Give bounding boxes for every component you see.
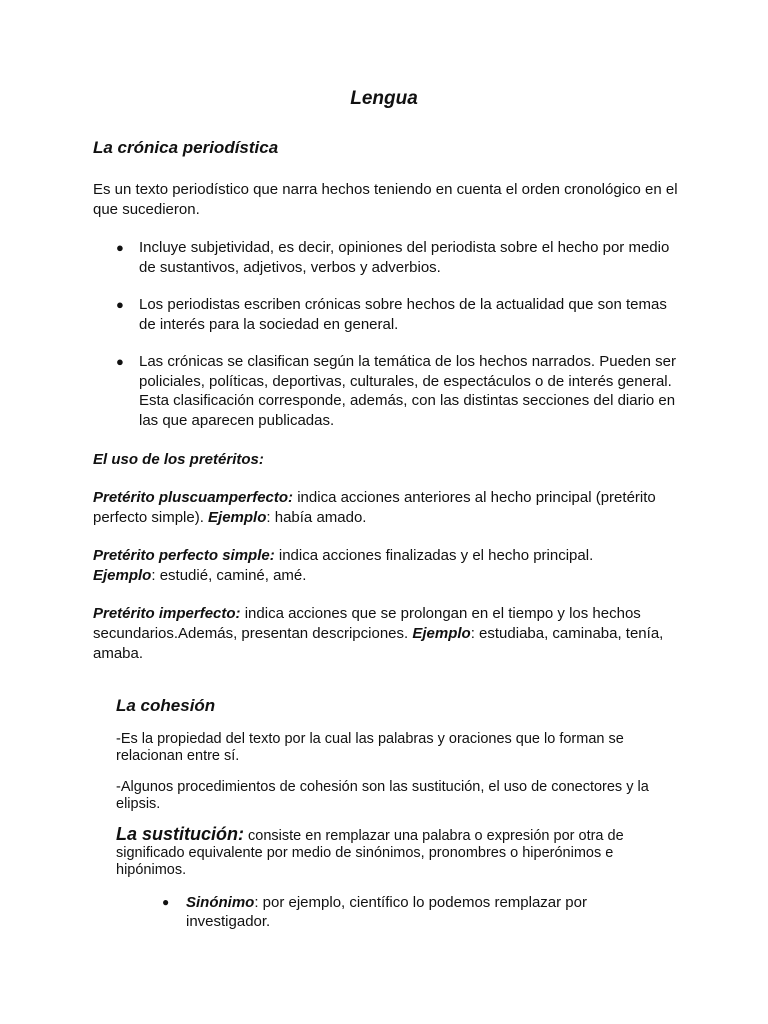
list-item-text: Las crónicas se clasifican según la temática de los hechos narrados. Pueden ser policiales, políticas, deportivas, culturales, de espectáculos o de interés general. Esta clasificación corresponde, además, con las distintas secciones del diario en las que aparecen publicadas.: [139, 353, 676, 429]
list-item-text: Los periodistas escriben crónicas sobre hechos de la actualidad que son temas de interés para la sociedad en general.: [139, 296, 667, 333]
term-definition: indica acciones que se prolongan en el tiempo y los hechos secundarios.Además, presentan descripciones.: [93, 605, 641, 642]
cronica-bullet-list: [116, 295, 676, 334]
term-definition: : por ejemplo, científico lo podemos remplazar por investigador.: [186, 894, 587, 930]
example-text: : estudiaba, caminaba, tenía, amaba.: [93, 625, 664, 662]
list-item: [116, 295, 676, 334]
example-text: : estudié, caminé, amé.: [151, 567, 307, 584]
list-item: [116, 238, 676, 277]
preterito-imperfecto: [93, 604, 683, 664]
bullet-icon: ●: [116, 240, 124, 255]
preteritos-heading: El uso de los pretéritos:: [93, 451, 264, 468]
sustitucion-heading: La sustitución:: [116, 824, 245, 844]
list-item: [116, 352, 676, 430]
bullet-icon: ●: [162, 895, 170, 909]
page-title: Lengua: [350, 88, 418, 109]
term-label: Sinónimo: [186, 894, 255, 911]
term-label: Pretérito pluscuamperfecto:: [93, 489, 294, 506]
example-label: Ejemplo: [412, 625, 471, 642]
term-definition: indica acciones anteriores al hecho principal (pretérito perfecto simple).: [93, 489, 656, 526]
list-item: [162, 893, 642, 931]
list-item-text: Incluye subjetividad, es decir, opiniones del periodista sobre el hecho por medio de sustantivos, adjetivos, verbos y adverbios.: [139, 239, 670, 276]
preterito-perfecto-simple: [93, 546, 693, 586]
sustitucion-bullet-list: [162, 893, 642, 931]
cohesion-paragraph-2: -Algunos procedimientos de cohesión son las sustitución, el uso de conectores y la elipsis.: [116, 779, 649, 812]
preterito-pluscuamperfecto: [93, 488, 693, 528]
example-label: Ejemplo: [208, 509, 267, 526]
sustitucion-paragraph: [116, 826, 686, 879]
term-definition: indica acciones finalizadas y el hecho principal.: [274, 547, 594, 564]
section-heading-cohesion: La cohesión: [116, 696, 216, 715]
bullet-icon: ●: [116, 354, 124, 369]
cronica-bullet-list: [116, 238, 676, 277]
term-label: Pretérito imperfecto:: [93, 605, 241, 622]
cronica-intro: Es un texto periodístico que narra hechos teniendo en cuenta el orden cronológico en el que sucedieron.: [93, 181, 678, 218]
example-text: : había amado.: [266, 509, 367, 526]
example-label: Ejemplo: [93, 567, 152, 584]
cohesion-paragraph-1: -Es la propiedad del texto por la cual las palabras y oraciones que lo forman se relacionan entre sí.: [116, 731, 624, 764]
cronica-bullet-list: [116, 352, 676, 430]
section-heading-cronica: La crónica periodística: [93, 138, 279, 157]
bullet-icon: ●: [116, 297, 124, 312]
term-label: Pretérito perfecto simple:: [93, 547, 275, 564]
sustitucion-text: consiste en remplazar una palabra o expresión por otra de significado equivalente por medio de sinónimos, pronombres o hiperónimos e hipónimos.: [116, 828, 624, 878]
